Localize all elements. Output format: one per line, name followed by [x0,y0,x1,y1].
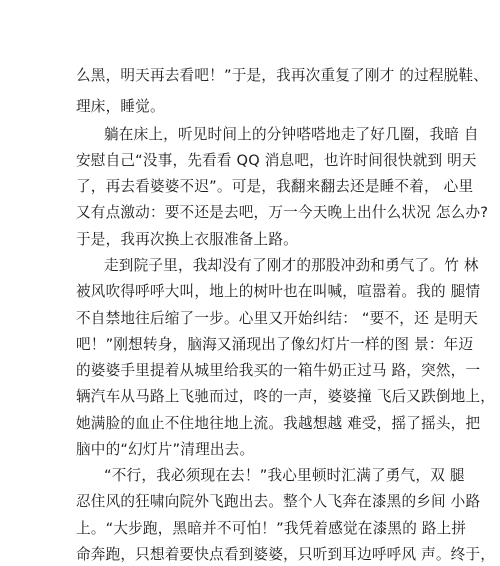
text-line: 走到院子里，我却没有了刚才的那股冲劲和勇气了。竹 林 [104,257,479,274]
text-line: 她满脸的血止不住地往地上流。我越想越 难受，摇了摇头，把 [76,415,481,432]
text-line: 辆汽车从马路上飞驰而过，咚的一声，婆婆撞 飞后又跌倒地上， [76,388,496,405]
text-line: “不行，我必须现在去！”我心里顿时汇满了勇气，双 腿 [104,467,465,484]
text-line: 忍住风的狂啸向院外飞跑出去。整个人飞奔在漆黑的乡间 小路 [76,493,481,510]
text-line: 么黑，明天再去看吧！”于是，我再次重复了刚才 的过程脱鞋、 [76,67,489,84]
text-line: 被风吹得呼呼大叫，地上的树叶也在叫喊，喧嚣着。我的 腿情 [76,283,481,300]
text-line: 吧！”刚想转身，脑海又涌现出了像幻灯片一样的图 景：年迈 [76,336,474,353]
text-line: 命奔跑，只想着要快点看到婆婆，只听到耳边呼呼风 声。终于， [76,546,496,563]
text-line: 了，再去看婆婆不迟”。可是，我翻来翻去还是睡不着， 心里 [76,178,474,195]
text-line: 安慰自己“没事，先看看 QQ 消息吧，也许时间很快就到 明天 [76,152,477,169]
text-line: 脑中的“幻灯片”清理出去。 [76,441,255,458]
text-line: 理床，睡觉。 [76,98,165,115]
text-line: 于是，我再次换上衣服准备上路。 [76,231,298,248]
text-line: 又有点激动：要不还是去吧，万一今天晚上出什么状况 怎么办? [76,204,489,221]
text-line: 的婆婆手里提着从城里给我买的一箱牛奶正过马 路，突然，一 [76,362,481,379]
text-line: 躺在床上，听见时间上的分钟嗒嗒地走了好几圈，我暗 自 [104,126,479,143]
text-line: 不自禁地往后缩了一步。心里又开始纠结： “要不，还 是明天 [76,310,479,327]
text-line: 上。“大步跑，黑暗并不可怕！”我凭着感觉在漆黑的 路上拼 [76,520,467,537]
